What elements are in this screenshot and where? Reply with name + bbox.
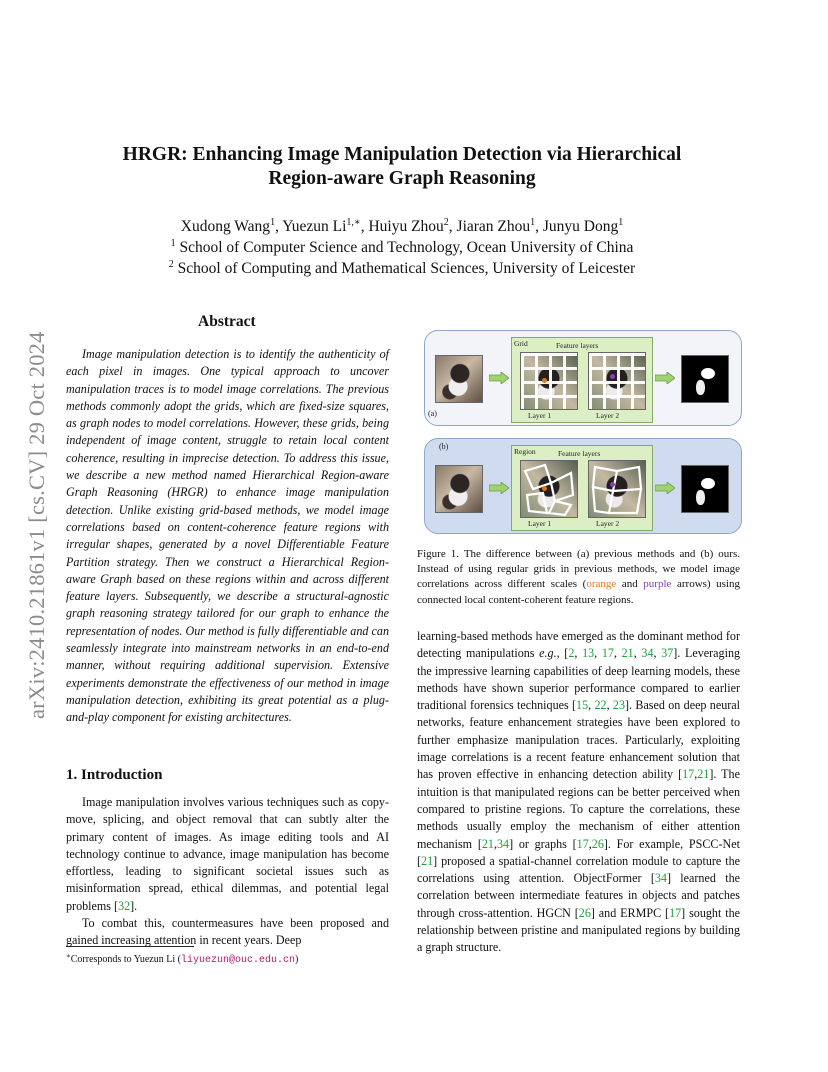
feature-layers-box <box>511 337 653 423</box>
caption-orange-word: orange <box>586 578 617 591</box>
body-text: , <box>588 836 592 851</box>
citation-link[interactable]: 15 <box>576 698 589 713</box>
body-text: , <box>493 836 497 851</box>
caption-text: arrows) using connected local content-coherent feature regions. <box>417 578 740 606</box>
author-sep: , <box>535 218 543 235</box>
node-dot <box>542 378 547 383</box>
panel-label-a: (a) <box>428 409 437 418</box>
citation-link[interactable]: 21 <box>621 646 634 661</box>
author-sep: , <box>360 218 369 235</box>
author-affil-mark: 1 <box>270 217 276 228</box>
footnote-text: Corresponds to Yuezun Li ( <box>70 954 181 965</box>
citation-link[interactable]: 34 <box>641 646 654 661</box>
caption-purple-word: purple <box>643 578 672 591</box>
layer-2-label: Layer 2 <box>596 411 620 420</box>
citation-link[interactable]: 13 <box>582 646 595 661</box>
footnote-text: ) <box>294 954 299 965</box>
citation-link[interactable]: 37 <box>661 646 674 661</box>
affiliation-text: School of Computer Science and Technology, Ocean University of China <box>179 239 634 256</box>
citation-link[interactable]: 21 <box>421 853 434 868</box>
author-list <box>100 216 704 237</box>
footnote-mark: ∗ <box>66 952 71 960</box>
body-text: ] proposed a spatial-channel correlation module to capture the correlations using attention. ObjectFormer [ <box>417 853 740 886</box>
body-text: , <box>574 646 583 661</box>
intro-text: ]. <box>130 898 138 913</box>
region-overlay <box>521 461 577 517</box>
node-dot <box>542 486 547 491</box>
section-heading-introduction: 1. Introduction <box>66 767 163 783</box>
body-text: , [ <box>556 646 569 661</box>
caption-text: Figure 1. The difference between (a) previous methods and (b) ours. Instead of using regular grids in previous methods, we model image correlations across different scales ( <box>417 548 740 591</box>
author: Junyu Dong <box>542 218 619 235</box>
affiliation-mark: 2 <box>168 259 174 270</box>
intro-paragraph-2: To combat this, countermeasures have been proposed and gained increasing attention in recent years. Deep <box>66 916 389 948</box>
introduction-text <box>66 794 389 950</box>
node-dot <box>610 374 615 379</box>
figure-1 <box>424 330 742 540</box>
body-text: , <box>606 698 613 713</box>
citation-link[interactable]: 26 <box>591 836 604 851</box>
body-text: , <box>633 646 642 661</box>
intro-text: Image manipulation involves various techniques such as copy-move, splicing, and object removal that can subtly alter the primary content of images. As image editing tools and AI technology continue to advance, image manipulation has become effortless, leading to significant societal issues such as misinformation spread, ethical dilemmas, and potential legal problems [ <box>66 795 389 913</box>
abstract-text: Image manipulation detection is to identify the authenticity of each pixel in images. One typical approach to uncover manipulation traces is to model image correlations. The previous methods commonly adopt the grids, which are fixed-size squares, as graph nodes to model correlations. However, these grids, being independent of image content, struggle to retain local content coherence, resulting in imprecise detection. To address this issue, we describe a new method named Hierarchical Region-aware Graph Reasoning (HRGR) to enhance image manipulation detection. Unlike existing grid-based methods, we model image correlations based on content-coherence feature regions with irregular shapes, generated by a novel Differentiable Feature Partition strategy. Then we construct a Hierarchical Region-aware Graph based on these regions within and across different feature layers. Subsequently, we describe a structural-agnostic graph reasoning strategy tailored for our graph to enhance the representation of nodes. Our method is fully differentiable and can seamlessly integrate into mainstream networks in an end-to-end manner, without requiring additional supervision. Extensive experiments demonstrate the effectiveness of our method in image manipulation detection, exhibiting its great potential as a plug-and-play component for existing architectures. <box>66 347 389 725</box>
citation-link[interactable]: 23 <box>612 698 626 713</box>
author-affil-mark: 2 <box>443 217 449 228</box>
right-arrow-icon <box>655 482 675 494</box>
caption-text: and <box>616 578 644 591</box>
body-text: , <box>588 698 595 713</box>
citation-link[interactable]: 17 <box>601 646 614 661</box>
body-text: , <box>653 646 662 661</box>
body-text: learning-based methods have emerged as the dominant method for detecting manipulations <box>417 629 740 661</box>
citation-link[interactable]: 21 <box>697 767 710 782</box>
citation-link[interactable]: 17 <box>576 836 589 851</box>
feature-map-layer-1 <box>520 460 578 518</box>
feature-layers-label: Feature layers <box>556 341 599 350</box>
citation-link[interactable]: 34 <box>496 836 510 851</box>
citation-link[interactable]: 34 <box>654 871 667 886</box>
arxiv-stamp: arXiv:2410.21861v1 [cs.CV] 29 Oct 2024 <box>24 331 49 719</box>
citation-link[interactable]: 2 <box>568 646 575 661</box>
figure-caption <box>417 547 740 608</box>
author: Yuezun Li <box>282 218 347 235</box>
body-text: ]. For example, PSCC-Net [ <box>417 836 740 868</box>
right-arrow-icon <box>489 372 509 384</box>
affiliation-1 <box>100 237 704 258</box>
citation-link[interactable]: 22 <box>594 698 607 713</box>
citation-link[interactable]: 21 <box>481 836 494 851</box>
citation-link[interactable]: 32 <box>118 898 131 913</box>
title-line-1: HRGR: Enhancing Image Manipulation Detection via Hierarchical <box>122 144 682 165</box>
feature-map-layer-1 <box>520 352 578 410</box>
affiliation-text: School of Computing and Mathematical Sciences, University of Leicester <box>177 260 636 277</box>
region-overlay <box>589 461 645 517</box>
citation-link[interactable]: 17 <box>669 905 682 920</box>
detection-mask <box>681 465 729 513</box>
right-arrow-icon <box>489 482 509 494</box>
right-column-text <box>417 628 740 957</box>
feature-map-layer-2 <box>588 352 646 410</box>
grid-label: Grid <box>514 339 528 348</box>
layer-1-label: Layer 1 <box>528 411 552 420</box>
feature-layers-label: Feature layers <box>558 449 601 458</box>
footnote <box>66 952 298 966</box>
grid-overlay <box>589 353 645 409</box>
body-text: ] sought the relationship between pristine and manipulated regions by building a graph structure. <box>417 905 740 955</box>
region-label: Region <box>514 447 536 456</box>
right-arrow-icon <box>655 372 675 384</box>
input-image <box>435 465 483 513</box>
author: Huiyu Zhou <box>368 218 444 235</box>
body-text: ] learned the correlation between intermediate features in objects and patches through cross-attention. HGCN [ <box>417 871 740 920</box>
figure-panel-a <box>424 330 742 426</box>
intro-paragraph-1 <box>66 794 389 915</box>
grid-overlay <box>521 353 577 409</box>
feature-layers-box <box>511 445 653 531</box>
input-image <box>435 355 483 403</box>
panel-label-b: (b) <box>439 442 449 451</box>
citation-link[interactable]: 17 <box>682 767 695 782</box>
abstract-heading: Abstract <box>198 313 256 330</box>
body-text: ] or graphs [ <box>509 836 577 851</box>
body-text: , <box>594 646 602 661</box>
author: Xudong Wang <box>180 218 271 235</box>
author-sep: , <box>275 218 283 235</box>
affiliation-2 <box>100 258 704 279</box>
body-text: ]. The intuition is that manipulated regions can be better perceived when compared to pristine regions. To capture the correlations, these methods usually employ the mechanism of either attention mechanism [ <box>417 767 740 851</box>
author-affil-mark: 1 <box>618 217 624 228</box>
detection-mask <box>681 355 729 403</box>
author-affil-mark: 1 <box>530 217 536 228</box>
footnote-rule <box>66 946 194 947</box>
feature-map-layer-2 <box>588 460 646 518</box>
affiliation-mark: 1 <box>170 238 176 249</box>
email-link[interactable]: liyuezun@ouc.edu.cn <box>180 955 295 966</box>
title-line-2: Region-aware Graph Reasoning <box>268 168 536 189</box>
body-text: ]. Leveraging the impressive learning capabilities of deep learning models, these methods have shown superior performance compared to earlier traditional forensics techniques [ <box>417 646 741 713</box>
figure-panel-b <box>424 438 742 534</box>
body-text: , <box>694 767 698 782</box>
layer-2-label: Layer 2 <box>596 519 620 528</box>
author-affil-mark: 1,∗ <box>346 217 361 228</box>
body-text: ]. Based on deep neural networks, feature enhancement strategies have been explored to further emphasize manipulation traces. Particularly, exploiting image correlations is a recent feature enhancement solution that has proven effective in enhancing detection ability [ <box>417 698 741 782</box>
node-dot <box>610 482 615 487</box>
body-text: , <box>613 646 622 661</box>
body-text: ] and ERMPC [ <box>590 905 670 920</box>
paper-title <box>100 143 704 191</box>
citation-link[interactable]: 26 <box>578 905 591 920</box>
body-text: e.g. <box>539 646 557 661</box>
author-sep: , <box>448 218 457 235</box>
author: Jiaran Zhou <box>456 218 531 235</box>
author-block <box>100 216 704 279</box>
layer-1-label: Layer 1 <box>528 519 552 528</box>
